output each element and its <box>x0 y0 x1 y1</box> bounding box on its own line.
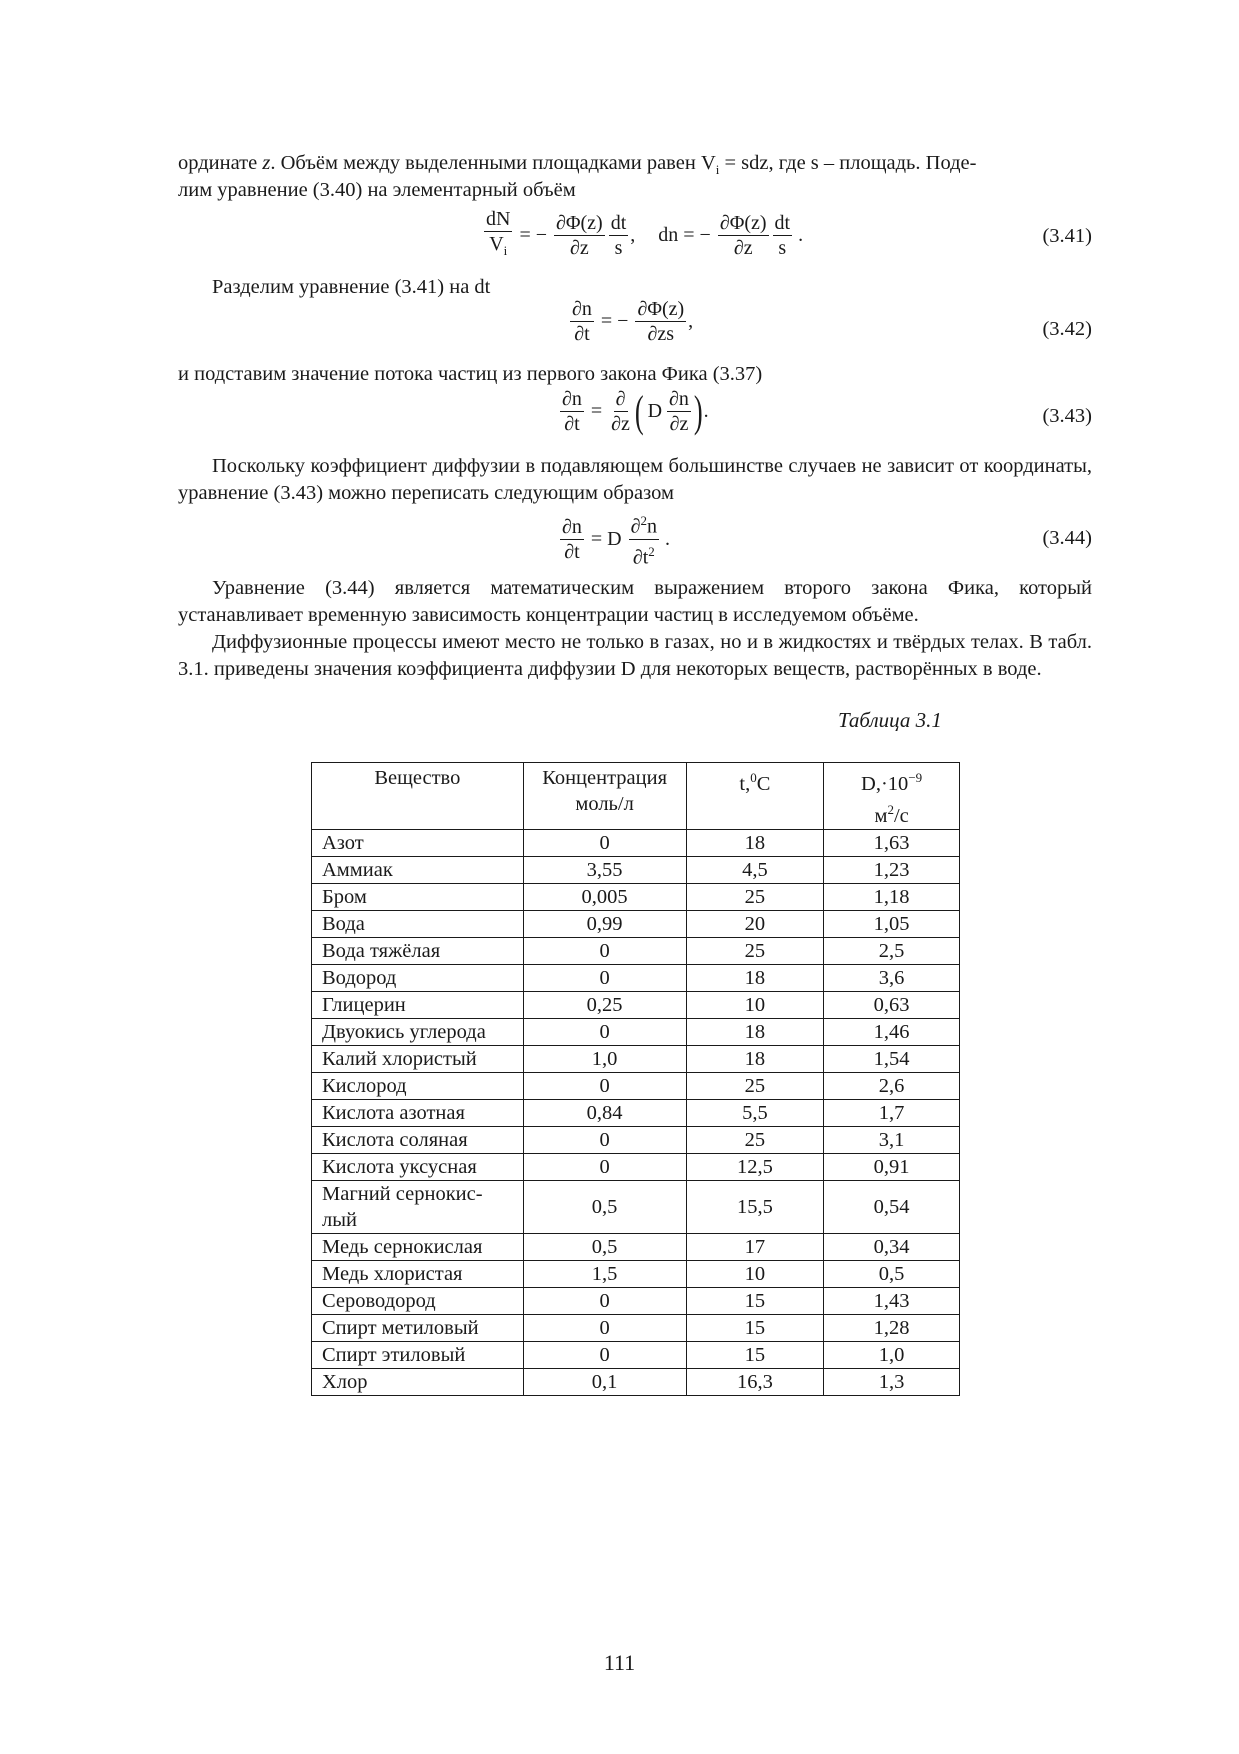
fraction: $\frac{\partial\Phi(z)}{\partial z}$ <box>719 211 767 259</box>
cell-diffusion: 1,28 <box>824 1314 960 1341</box>
table-row <box>312 1018 960 1045</box>
cell-diffusion: 0,63 <box>824 991 960 1018</box>
header-diffusion: $D,\cdot 10^{-9}$ $м^2/с$ <box>824 763 960 830</box>
table-row <box>312 937 960 964</box>
table-row <box>312 964 960 991</box>
table-row <box>312 991 960 1018</box>
cell-substance: Аммиак <box>312 856 524 883</box>
cell-diffusion: 1,43 <box>824 1287 960 1314</box>
text-line-2: лим уравнение (3.40) на элементарный объём <box>178 179 576 201</box>
cell-diffusion: 2,5 <box>824 937 960 964</box>
cell-substance: Глицерин <box>312 991 524 1018</box>
page-number: 111 <box>603 1650 636 1675</box>
equation-number: (3.41) <box>1042 225 1092 247</box>
cell-concentration: 0,84 <box>523 1099 686 1126</box>
cell-temperature: 25 <box>686 937 824 964</box>
cell-temperature: 25 <box>686 883 824 910</box>
cell-diffusion: 0,54 <box>824 1180 960 1233</box>
cell-substance: Сероводород <box>312 1287 524 1314</box>
table-row <box>312 1314 960 1341</box>
cell-substance: Спирт этиловый <box>312 1341 524 1368</box>
cell-temperature: 16,3 <box>686 1368 824 1395</box>
cell-concentration: 0,5 <box>523 1233 686 1260</box>
cell-concentration: 0 <box>523 1153 686 1180</box>
table-row <box>312 910 960 937</box>
cell-concentration: 0,25 <box>523 991 686 1018</box>
cell-concentration: 0 <box>523 1287 686 1314</box>
cell-concentration: 1,5 <box>523 1260 686 1287</box>
cell-diffusion: 0,5 <box>824 1260 960 1287</box>
cell-diffusion: 1,54 <box>824 1045 960 1072</box>
cell-temperature: 18 <box>686 829 824 856</box>
paragraph: Поскольку коэффициент диффузии в подавляющем большинстве случаев не зависит от координаты, уравнение (3.43) можно переписать следующим образом <box>178 455 1092 504</box>
cell-concentration: 0,5 <box>523 1180 686 1233</box>
header-substance: Вещество <box>312 763 524 830</box>
cell-diffusion: 2,6 <box>824 1072 960 1099</box>
table-row <box>312 1126 960 1153</box>
cell-diffusion: 1,05 <box>824 910 960 937</box>
table-row <box>312 1341 960 1368</box>
cell-substance: Калий хлористый <box>312 1045 524 1072</box>
equation-number: (3.43) <box>1042 405 1092 427</box>
cell-temperature: 15 <box>686 1314 824 1341</box>
cell-concentration: 0 <box>523 964 686 991</box>
cell-substance: Спирт метиловый <box>312 1314 524 1341</box>
cell-concentration: 0 <box>523 1314 686 1341</box>
cell-substance: Кислота азотная <box>312 1099 524 1126</box>
fraction: $\frac{\partial\Phi(z)}{\partial z}$ <box>556 211 603 259</box>
cell-concentration: 0,005 <box>523 883 686 910</box>
cell-substance: Кислород <box>312 1072 524 1099</box>
cell-diffusion: 3,1 <box>824 1126 960 1153</box>
cell-temperature: 25 <box>686 1072 824 1099</box>
fraction: $\frac{\partial n}{\partial z}$ <box>669 388 689 435</box>
cell-concentration: 3,55 <box>523 856 686 883</box>
table-row <box>312 1153 960 1180</box>
cell-substance: Бром <box>312 883 524 910</box>
cell-concentration: 0,99 <box>523 910 686 937</box>
cell-diffusion: 0,34 <box>824 1233 960 1260</box>
fraction: $\frac{\partial n}{\partial t}$ <box>562 388 582 435</box>
cell-substance: Вода тяжёлая <box>312 937 524 964</box>
cell-temperature: 5,5 <box>686 1099 824 1126</box>
equation-3-41: $\frac{dN}{V_i}$ = − $\frac{\partial\Phi(z)}{\partial z}$ $\frac{dt}{s}$ , dn = − $\frac{\partial\Phi(z)}{\partial z}$ $\frac{dt}{s}$ . <box>482 208 803 262</box>
fraction: $\frac{\partial n}{\partial t}$ <box>562 515 582 563</box>
cell-concentration: 0 <box>523 1341 686 1368</box>
fraction: $\frac{\partial^2n}{\partial t^2}$ <box>629 510 659 568</box>
cell-substance: Водород <box>312 964 524 991</box>
cell-concentration: 0 <box>523 1126 686 1153</box>
cell-diffusion: 0,91 <box>824 1153 960 1180</box>
fraction: $\frac{dt}{s}$ <box>774 211 791 259</box>
table-row <box>312 829 960 856</box>
cell-substance: Кислота уксусная <box>312 1153 524 1180</box>
table-header-row <box>312 763 960 830</box>
cell-substance: Двуокись углерода <box>312 1018 524 1045</box>
equation-number: (3.44) <box>1042 527 1092 549</box>
table-row <box>312 1072 960 1099</box>
cell-temperature: 25 <box>686 1126 824 1153</box>
cell-substance: Вода <box>312 910 524 937</box>
cell-concentration: 0,1 <box>523 1368 686 1395</box>
cell-temperature: 15 <box>686 1341 824 1368</box>
cell-concentration: 0 <box>523 1072 686 1099</box>
fraction: $\frac{dt}{s}$ <box>610 211 627 259</box>
cell-temperature: 18 <box>686 1018 824 1045</box>
paragraph: Уравнение (3.44) является математическим выражением второго закона Фика, который устанавливает временную зависимость концентрации частиц в исследуемом объёме. <box>178 577 1092 626</box>
cell-temperature: 15 <box>686 1287 824 1314</box>
cell-substance: Медь сернокислая <box>312 1233 524 1260</box>
cell-substance: Хлор <box>312 1368 524 1395</box>
header-concentration: Концентрация моль/л <box>523 763 686 830</box>
table-row <box>312 1233 960 1260</box>
cell-diffusion: 1,3 <box>824 1368 960 1395</box>
diffusion-table <box>311 762 960 1396</box>
cell-temperature: 12,5 <box>686 1153 824 1180</box>
table-row <box>312 1260 960 1287</box>
text-line-divide: Разделим уравнение (3.41) на dt <box>212 276 491 298</box>
fraction: $\frac{dN}{V_i}$ <box>486 208 511 258</box>
cell-temperature: 18 <box>686 964 824 991</box>
cell-temperature: 10 <box>686 991 824 1018</box>
equation-3-42: $\frac{\partial n}{\partial t}$ = − $\frac{\partial\Phi(z)}{\partial zs}$ , <box>572 298 694 345</box>
cell-concentration: 1,0 <box>523 1045 686 1072</box>
cell-substance: Магний сернокис- лый <box>312 1180 524 1233</box>
equation-number: (3.42) <box>1042 318 1092 340</box>
cell-temperature: 15,5 <box>686 1180 824 1233</box>
cell-temperature: 10 <box>686 1260 824 1287</box>
fraction: $\frac{\partial n}{\partial t}$ <box>572 298 592 345</box>
cell-diffusion: 1,23 <box>824 856 960 883</box>
cell-diffusion: 1,0 <box>824 1341 960 1368</box>
paragraph: Диффузионные процессы имеют место не только в газах, но и в жидкостях и твёрдых телах. В табл. 3.1. приведены значения коэффициента диффузии D для некоторых веществ, растворённых в воде. <box>178 631 1092 680</box>
header-temperature: t,$^0$С <box>686 763 824 830</box>
table-caption: Таблица 3.1 <box>838 708 942 732</box>
equation-3-43: $\frac{\partial n}{\partial t}$ = $\frac{\partial}{\partial z}$ ( D $\frac{\partial n}{\partial z}$ ) . <box>562 386 709 436</box>
cell-substance: Медь хлористая <box>312 1260 524 1287</box>
cell-concentration: 0 <box>523 1018 686 1045</box>
cell-diffusion: 1,46 <box>824 1018 960 1045</box>
cell-substance: Кислота соляная <box>312 1126 524 1153</box>
table-row <box>312 1287 960 1314</box>
cell-diffusion: 1,63 <box>824 829 960 856</box>
table-row <box>312 1368 960 1395</box>
equation-3-44: $\frac{\partial n}{\partial t}$ = D $\frac{\partial^2n}{\partial t^2}$ . <box>558 510 670 568</box>
cell-concentration: 0 <box>523 937 686 964</box>
text-line-1: ординате z. Объём между выделенными площадками равен $V_i$ = sdz, где s – площадь. Поде- <box>178 152 977 178</box>
cell-temperature: 20 <box>686 910 824 937</box>
cell-temperature: 17 <box>686 1233 824 1260</box>
fraction: $\frac{\partial}{\partial z}$ <box>611 388 630 435</box>
cell-temperature: 18 <box>686 1045 824 1072</box>
cell-diffusion: 3,6 <box>824 964 960 991</box>
table-row <box>312 883 960 910</box>
text-line-substitute: и подставим значение потока частиц из первого закона Фика (3.37) <box>178 363 763 385</box>
fraction: $\frac{\partial\Phi(z)}{\partial zs}$ <box>637 298 685 345</box>
cell-temperature: 4,5 <box>686 856 824 883</box>
table-row <box>312 1045 960 1072</box>
table-row <box>312 1180 960 1233</box>
table-row <box>312 1099 960 1126</box>
cell-diffusion: 1,18 <box>824 883 960 910</box>
cell-substance: Азот <box>312 829 524 856</box>
table-row <box>312 856 960 883</box>
cell-concentration: 0 <box>523 829 686 856</box>
cell-diffusion: 1,7 <box>824 1099 960 1126</box>
